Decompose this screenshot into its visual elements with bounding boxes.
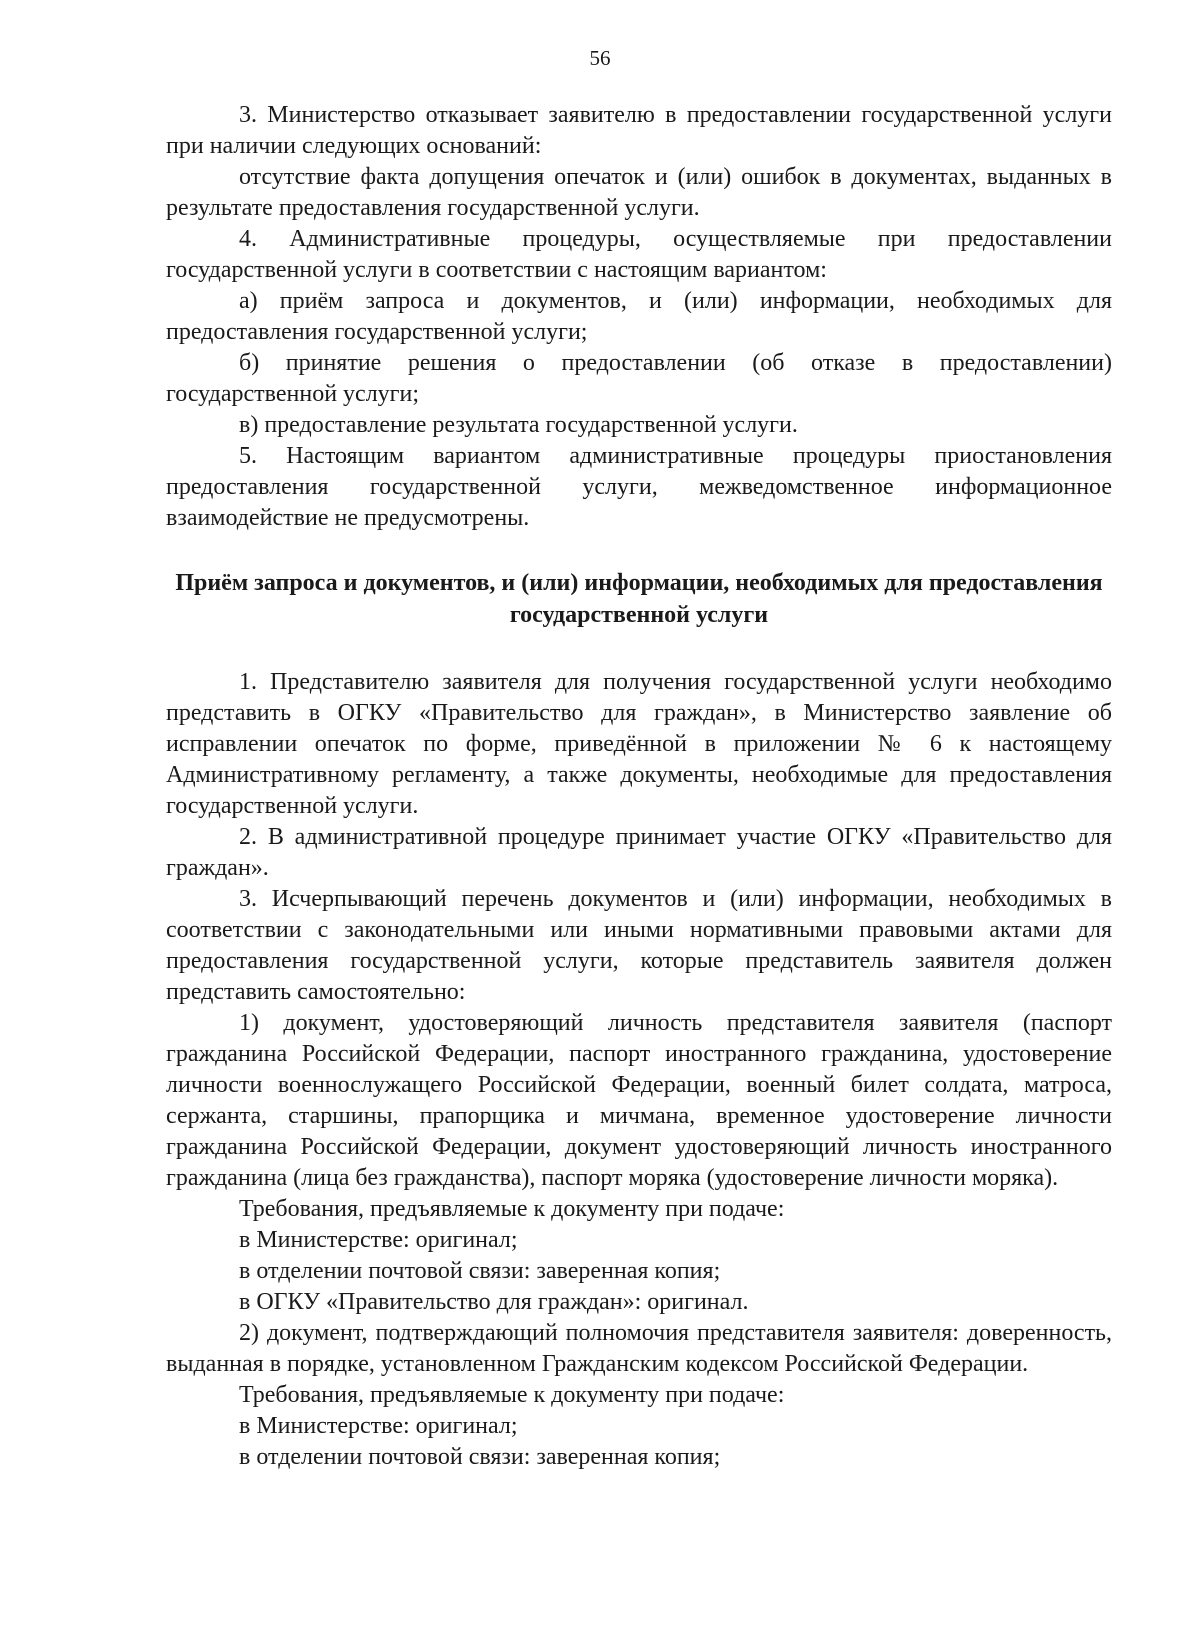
paragraph-documents-list: 3. Исчерпывающий перечень документов и (или) информации, необходимых в соответствии с законодательными или иными нормативными правовыми актами для предоставления государственной услуги, которые представитель заявителя должен представить самостоятельно: bbox=[166, 886, 1112, 1005]
paragraph-ministry-original-2: в Министерстве: оригинал; bbox=[239, 1413, 518, 1439]
paragraph-requirements-2: Требования, предъявляемые к документу при подаче: bbox=[239, 1382, 785, 1408]
paragraph-refusal-grounds: 3. Министерство отказывает заявителю в предоставлении государственной услуги при наличии следующих оснований: bbox=[166, 102, 1112, 159]
paragraph-procedures-intro: 4. Административные процедуры, осуществляемые при предоставлении государственной услуги в соответствии с настоящим вариантом: bbox=[166, 226, 1112, 283]
paragraph-ministry-original-1: в Министерстве: оригинал; bbox=[239, 1227, 518, 1253]
paragraph-procedure-c: в) предоставление результата государственной услуги. bbox=[239, 412, 798, 438]
document-body bbox=[166, 100, 1112, 1473]
paragraph-procedure-b: б) принятие решения о предоставлении (об отказе в предоставлении) государственной услуги; bbox=[166, 350, 1112, 407]
paragraph-submission: 1. Представителю заявителя для получения государственной услуги необходимо представить в ОГКУ «Правительство для граждан», в Министерство заявление об исправлении опечаток по форме, приведённой в приложении № 6 к настоящему Административному регламенту, а также документы, необходимые для предоставления государственной услуги. bbox=[166, 669, 1112, 819]
paragraph-not-provided: 5. Настоящим вариантом административные процедуры приостановления предоставления государственной услуги, межведомственное информационное взаимодействие не предусмотрены. bbox=[166, 443, 1112, 531]
paragraph-participant: 2. В административной процедуре принимает участие ОГКУ «Правительство для граждан». bbox=[166, 824, 1112, 881]
paragraph-requirements-1: Требования, предъявляемые к документу при подаче: bbox=[239, 1196, 785, 1222]
paragraph-identity-document: 1) документ, удостоверяющий личность представителя заявителя (паспорт гражданина Российской Федерации, паспорт иностранного гражданина, удостоверение личности военнослужащего Российской Федерации, военный билет солдата, матроса, сержанта, старшины, прапорщика и мичмана, временное удостоверение личности гражданина Российской Федерации, документ удостоверяющий личность иностранного гражданина (лица без гражданства), паспорт моряка (удостоверение личности моряка). bbox=[166, 1010, 1112, 1191]
paragraph-procedure-a: а) приём запроса и документов, и (или) информации, необходимых для предоставления государственной услуги; bbox=[166, 288, 1112, 345]
paragraph-ogku-original: в ОГКУ «Правительство для граждан»: оригинал. bbox=[239, 1289, 749, 1315]
paragraph-post-copy-1: в отделении почтовой связи: заверенная копия; bbox=[239, 1258, 721, 1284]
paragraph-authority-document: 2) документ, подтверждающий полномочия представителя заявителя: доверенность, выданная в порядке, установленном Гражданским кодексом Российской Федерации. bbox=[166, 1320, 1112, 1377]
paragraph-post-copy-2: в отделении почтовой связи: заверенная копия; bbox=[239, 1444, 721, 1470]
paragraph-refusal-reason: отсутствие факта допущения опечаток и (или) ошибок в документах, выданных в результате предоставления государственной услуги. bbox=[166, 164, 1112, 221]
section-heading: Приём запроса и документов, и (или) информации, необходимых для предоставления государственной услуги bbox=[175, 570, 1103, 628]
page-number: 56 bbox=[589, 46, 611, 70]
